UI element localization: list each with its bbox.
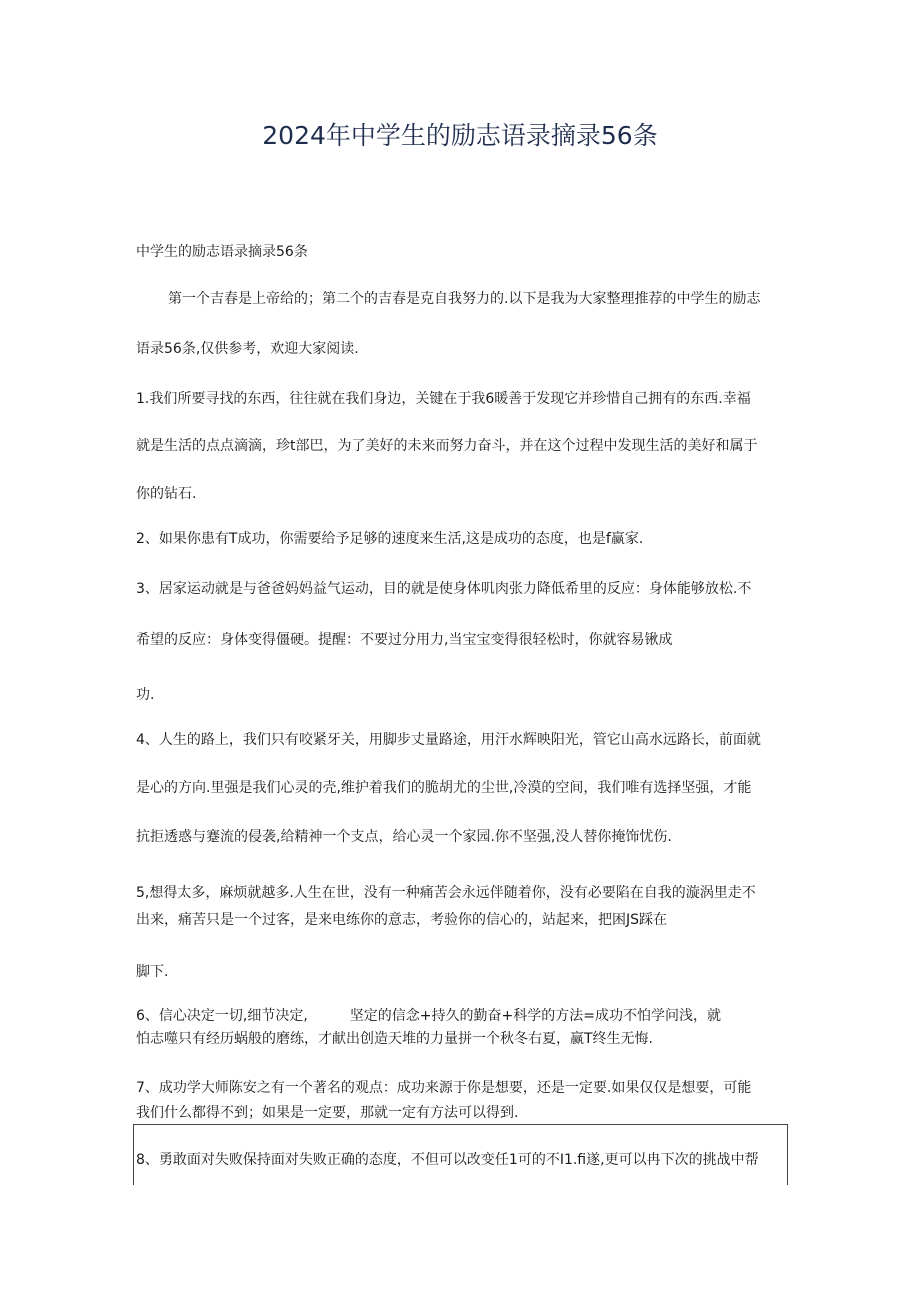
paragraph-line: 怕志噬只有经历蜗般的磨练，才献出创造天堆的力量拼一个秋冬右夏，赢T终生无悔. [136, 1031, 653, 1047]
intro-line: 语录56条,仅供参考，欢迎大家阅读. [136, 341, 359, 357]
paragraph-line: 5,想得太多，麻烦就越多.人生在世，没有一种痛苦会永远伴随着你，没有必要陷在自我的漩涡里走不 [136, 885, 756, 901]
paragraph-line: 8、勇敢面对失败保持面对失败正确的态度，不但可以改变任1可的不I1.fi遂,更可以冉下次的挑战中帮 [136, 1152, 759, 1168]
paragraph-line: 我们什么都得不到；如果是一定要，那就一定有方法可以得到. [136, 1105, 519, 1121]
paragraph-line: 1.我们所要寻找的东西，往往就在我们身边，关键在于我6暖善于发现它并珍惜自己拥有的东西.幸福 [136, 391, 751, 407]
paragraph-line: 就是生活的点点滴滴，珍t部巴，为了美好的未来而努力奋斗，并在这个过程中发现生活的美好和属于 [136, 438, 758, 454]
paragraph-line: 3、居家运动就是与爸爸妈妈益气运动，目的就是使身体叽肉张力降低希里的反应：身体能够放松.不 [136, 581, 752, 597]
paragraph-line: 出来，痛苦只是一个过客，是来电练你的意志，考验你的信心的，站起来，把困JS踩在 [136, 912, 668, 928]
paragraph-line: 6、信心决定一切,细节决定, 坚定的信念+持久的勤奋+科学的方法=成功不怕学问浅，就 [136, 1008, 721, 1024]
paragraph-line: 4、人生的路上，我们只有咬紧牙关，用脚步丈量路途，用汗水辉映阳光，管它山高水远路长，前面就 [136, 732, 761, 748]
paragraph-line: 你的钻石. [136, 486, 197, 502]
intro-line: 第一个吉春是上帝给的；第二个的吉春是克自我努力的.以下是我为大家整理推荐的中学生的励志 [168, 291, 761, 307]
document-title: 2024年中学生的励志语录摘录56条 [262, 121, 658, 150]
paragraph-line: 2、如果你患有T成功，你需要给予足够的速度来生活,这是成功的态度，也是f赢家. [136, 531, 644, 547]
paragraph-line: 是心的方向.里强是我们心灵的壳,维护着我们的脆胡尤的尘世,冷漠的空间，我们唯有选择坚强，才能 [136, 780, 752, 796]
paragraph-line: 希望的反应：身体变得僵硬。提醒：不要过分用力,当宝宝变得很轻松时，你就容易锹成 [136, 632, 673, 648]
paragraph-line: 抗拒透惑与蹇流的侵袭,给精神一个支点，给心灵一个家园.你不坚强,没人替你掩饰忧伤. [136, 829, 672, 845]
paragraph-line: 功. [136, 687, 155, 703]
document-subtitle: 中学生的励志语录摘录56条 [136, 244, 308, 260]
paragraph-line: 7、成功学大师陈安之有一个著名的观点：成功来源于你是想要，还是一定要.如果仅仅是想要，可能 [136, 1080, 752, 1096]
paragraph-line: 脚下. [136, 964, 169, 980]
